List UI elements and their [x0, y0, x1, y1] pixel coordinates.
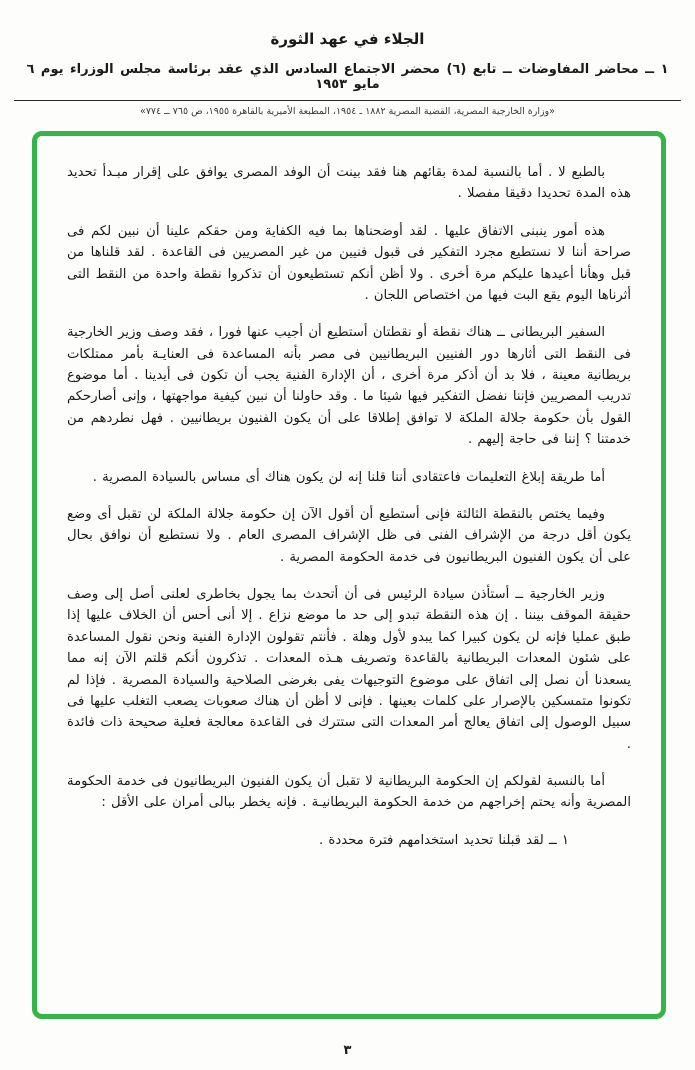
page-number: ٣ [343, 1043, 352, 1058]
document-footer [0, 1043, 695, 1058]
numbered-list-item-1: ١ ــ لقد قبلنا تحديد استخدامهم فترة محددة . [319, 832, 569, 848]
source-citation: «وزارة الخارجية المصرية، القضية المصرية ١٨٨٢ ـ ١٩٥٤، المطبعة الأميرية بالقاهرة ١٩٥٥، ص ٧٦٥ ــ ٧٧٤» [140, 106, 555, 117]
document-header [0, 0, 695, 117]
paragraph-2: هذه أمور ينبنى الاتفاق عليها . لقد أوضحناها بما فيه الكفاية ومن حقكم علينا أن نبين لكم فى صراحة أننا لا نستطيع مجرد التفكير فى قبول فنيين من غير المصريين فى القاعدة . لقد قلناها من قبل وهأنا أعيدها عليكم مرة أخرى . ولا أظن أنكم تستطيعون أن تذكروا نقطة واحدة من النقط التى أثرناها اليوم يقع البت فيها من اختصاص اللجان . [67, 223, 631, 303]
paragraph-5: وفيما يختص بالنقطة الثالثة فإنى أستطيع أن أقول الآن إن حكومة جلالة الملكة لن تقبل أى وضع يكون أقل درجة من الإشراف الفنى فى ظل الإشراف المصرى العام . ولا نستطيع أن نوافق بحال على أن يكون الفنيون البريطانيون فى خدمة الحكومة المصرية . [67, 506, 631, 565]
paragraph-6: وزير الخارجية ــ أستأذن سيادة الرئيس فى أن أتحدث بما يجول بخاطرى لعلنى أصل إلى وصف حقيقة الموقف بيننا . إن هذه النقطة تبدو إلى حد ما موضع نزاع . إلا أنى أحس أن الخلاف عليها إذا طبق عمليا فإنه لن يكون كبيرا كما يبدو لأول وهلة . فأنتم تقولون الإدارة الفنية ونحن نقول المساعدة على شئون المعدات البريطانية بالقاعدة وتصريف هـذه المعدات . تذكرون أنكم قلتم الآن إنه مما يسعدنا أن نصل إلى اتفاق على موضوع التوجيهات يفى بغرضى الصلاحية والسيادة المصرية . فإذا لم تكونوا متمسكين بالإصرار على كلمات بعينها . فإنى لا أظن أن هناك صعوبات يصعب التغلب عليها فى سبيل الوصول إلى اتفاق يعالج أمر المعدات التى ستترك فى القاعدة معالجة فعلية صحيحة ذات فائدة . [67, 587, 631, 752]
header-divider [14, 100, 681, 101]
paragraph-1: بالطبع لا . أما بالنسبة لمدة بقائهم هنا فقد بينت أن الوفد المصرى يوافق على إقرار مبـدأ تحديد هذه المدة تحديدا دقيقا مفصلا . [67, 165, 631, 202]
document-title: الجلاء في عهد الثورة [270, 30, 425, 48]
paragraph-7: أما بالنسبة لقولكم إن الحكومة البريطانية لا تقبل أن يكون الفنيون البريطانيون فى خدمة الحكومة المصرية وأنه يحتم إخراجهم من خدمة الحكومة البريطانيـة . فإنه يخطر ببالى أمران على الأقل : [67, 774, 631, 811]
paragraph-3: السفير البريطانى ــ هناك نقطة أو نقطتان أستطيع أن أجيب عنها فورا ، فقد وصف وزير الخارجية فى النقط التى أثارها دور الفنيين البريطانيين فى مصر بأنه المساعدة فى العنايـة بأمر ممتلكات بريطانية معينة ، فلا بد أن أذكر مرة أخرى ، أن الإدارة الفنية يجب أن تكون فى أيدينا . أما موضوع تدريب المصريين فإننا نفضل التفكير فيها شيئا ما . وقد حاولنا أن نبين كيفية مواجهتها ، وإنى أصارحكم القول بأن حكومة جلالة الملكة لا توافق إطلاقا على أن يكون الفنيون بريطانيين . فهل نطردهم من خدمتنا ؟ إننا فى حاجة إليهم . [67, 325, 631, 448]
text-frame [32, 131, 666, 1019]
document-subtitle: ١ ــ محاضر المفاوضات ــ تابع (٦) محضر الاجتماع السادس الذي عقد برئاسة مجلس الوزراء يوم ٦ مايو ١٩٥٣ [26, 62, 669, 92]
paragraph-4: أما طريقة إبلاغ التعليمات فاعتقادى أننا قلنا إنه لن يكون هناك أى مساس بالسيادة المصرية . [92, 469, 605, 485]
